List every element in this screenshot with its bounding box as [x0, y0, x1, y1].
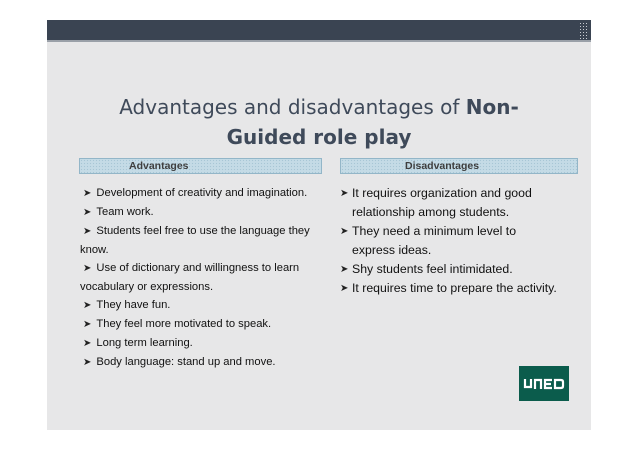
- list-item-text: Team work.: [96, 206, 154, 218]
- arrow-bullet-icon: ➤: [340, 188, 349, 199]
- top-bar: [47, 20, 591, 40]
- list-item-text: Students feel free to use the language they know.: [80, 225, 310, 256]
- arrow-bullet-icon: ➤: [83, 319, 92, 330]
- disadvantages-list: [340, 184, 560, 298]
- arrow-bullet-icon: ➤: [340, 226, 349, 237]
- arrow-bullet-icon: ➤: [83, 357, 92, 368]
- list-item: [340, 222, 560, 260]
- disadvantages-header: [340, 158, 578, 174]
- list-item-text: Use of dictionary and willingness to learn vocabulary or expressions.: [80, 262, 300, 293]
- slide-title: [47, 92, 591, 152]
- list-item: [80, 259, 325, 296]
- list-item: [340, 260, 560, 279]
- list-item: [80, 296, 325, 315]
- list-item-text: It requires organization and good relationship among students.: [352, 186, 532, 219]
- list-item-text: Shy students feel intimidated.: [352, 262, 513, 276]
- advantages-header: [79, 158, 322, 174]
- arrow-bullet-icon: ➤: [83, 300, 92, 311]
- list-item-text: Body language: stand up and move.: [96, 356, 276, 368]
- list-item-text: They need a minimum level to express ideas.: [352, 224, 517, 257]
- arrow-bullet-icon: ➤: [340, 283, 349, 294]
- list-item: [80, 315, 325, 334]
- slide: [47, 20, 591, 430]
- arrow-bullet-icon: ➤: [83, 263, 92, 274]
- disadvantages-header-label: Disadvantages: [405, 160, 480, 172]
- list-item: [80, 222, 325, 259]
- list-item-text: They have fun.: [96, 299, 171, 311]
- uned-logo-icon: [523, 377, 565, 391]
- title-line1: Advantages and disadvantages of: [119, 95, 466, 119]
- list-item-text: Long term learning.: [96, 337, 193, 349]
- arrow-bullet-icon: ➤: [83, 226, 92, 237]
- list-item: [80, 203, 325, 222]
- bar-separator: [47, 40, 591, 42]
- advantages-header-label: Advantages: [129, 160, 189, 172]
- title-line1-bold: Non-: [465, 95, 519, 119]
- list-item: [80, 334, 325, 353]
- arrow-bullet-icon: ➤: [83, 338, 92, 349]
- uned-logo: [519, 366, 569, 401]
- title-line2: Guided role play: [226, 125, 412, 149]
- list-item: [340, 184, 560, 222]
- list-item-text: Development of creativity and imagination.: [96, 187, 308, 199]
- list-item: [80, 353, 325, 372]
- list-item-text: It requires time to prepare the activity.: [352, 281, 557, 295]
- arrow-bullet-icon: ➤: [83, 188, 92, 199]
- list-item: [340, 279, 560, 298]
- list-item-text: They feel more motivated to speak.: [96, 318, 272, 330]
- arrow-bullet-icon: ➤: [340, 264, 349, 275]
- advantages-list: [80, 184, 325, 372]
- dot-pattern-decoration: [579, 22, 589, 40]
- arrow-bullet-icon: ➤: [83, 207, 92, 218]
- list-item: [80, 184, 325, 203]
